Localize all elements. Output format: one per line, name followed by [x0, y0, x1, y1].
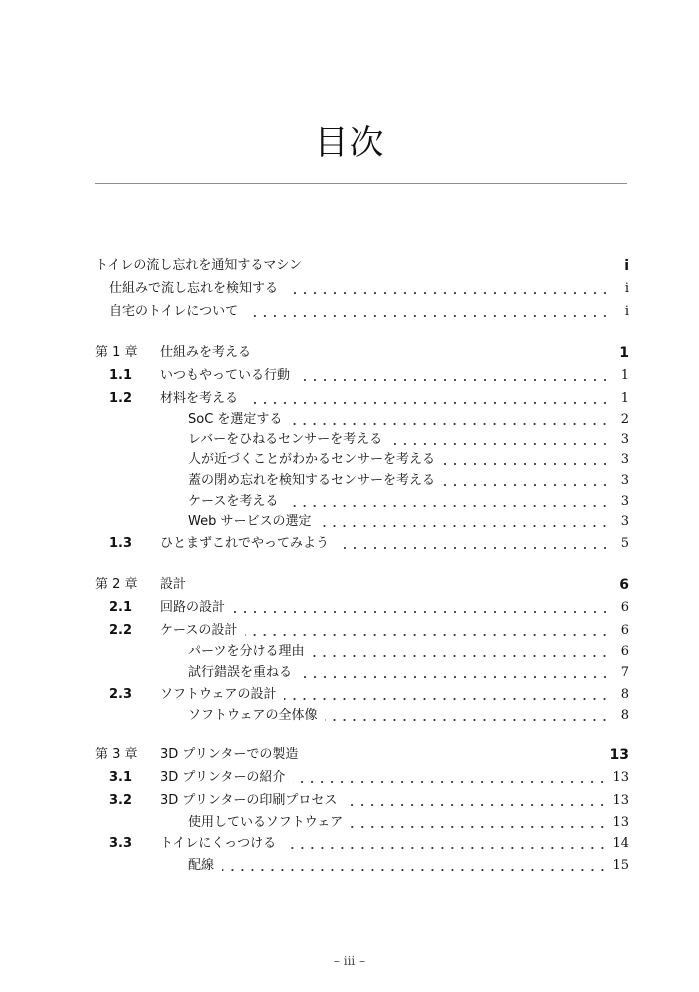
dot-leader: [351, 826, 607, 828]
toc-entry-sub[interactable]: [95, 426, 629, 448]
toc-entry-preface[interactable]: [95, 252, 629, 274]
toc-entry-pre-sub[interactable]: [95, 298, 629, 320]
toc-page-number: 1: [620, 368, 629, 383]
section-number: 3.2: [109, 793, 133, 808]
toc-entry-label: 材料を考える: [160, 391, 239, 406]
toc-page-number: 13: [609, 747, 629, 763]
toc-entry-label: 回路の設計: [160, 600, 226, 615]
dot-leader: [293, 781, 607, 783]
toc-entry-label: ソフトウェアの全体像: [188, 708, 318, 723]
toc-entry-section[interactable]: [95, 362, 629, 384]
dot-leader: [312, 655, 610, 657]
section-number: 2.1: [109, 600, 133, 615]
toc-entry-label: レバーをひねるセンサーを考える: [188, 432, 383, 447]
toc-page-number: 13: [612, 770, 629, 785]
toc-page-number: 2: [620, 412, 629, 427]
toc-entry-label: 蓋の閉め忘れを検知するセンサーを考える: [188, 473, 436, 488]
toc-entry-pre-sub[interactable]: [95, 275, 629, 297]
toc-page-number: 5: [620, 536, 629, 551]
dot-leader: [298, 379, 610, 381]
toc-entry-label: 3D プリンターの印刷プロセス: [160, 793, 338, 808]
toc-page-number: 14: [612, 836, 629, 851]
toc-entry-section[interactable]: [95, 830, 629, 852]
section-number: 3.1: [109, 770, 133, 785]
toc-page-number: 3: [620, 452, 629, 467]
section-number: 3.3: [109, 836, 133, 851]
toc-entry-section[interactable]: [95, 385, 629, 407]
toc-entry-label: 仕組みで流し忘れを検知する: [109, 281, 279, 296]
toc-entry-section[interactable]: [95, 530, 629, 552]
chapter-number: 第 3 章: [95, 747, 138, 762]
dot-leader: [443, 463, 610, 465]
toc-entry-label: 自宅のトイレについて: [109, 304, 239, 319]
toc-entry-label: パーツを分ける理由: [188, 644, 305, 659]
toc-entry-section[interactable]: [95, 787, 629, 809]
toc-entry-label: ケースの設計: [160, 623, 238, 638]
page-number: – iii –: [333, 954, 366, 968]
dot-leader: [284, 847, 607, 849]
toc-page-number: 6: [620, 644, 629, 659]
toc-page-number: 15: [612, 858, 629, 873]
toc-entry-label: SoC を選定する: [188, 412, 283, 427]
section-number: 2.2: [109, 623, 133, 638]
chapter-number: 第 1 章: [95, 345, 138, 360]
toc-entry-label: ケースを考える: [188, 494, 279, 509]
toc-entry-label: 3D プリンターでの製造: [160, 747, 299, 762]
toc-page-number: 8: [620, 708, 629, 723]
toc-page-number: 13: [612, 815, 629, 830]
toc-entry-sub[interactable]: [95, 638, 629, 660]
toc-entry-chapter[interactable]: [95, 741, 629, 763]
toc-entry-label: Web サービスの選定: [188, 514, 312, 529]
toc-entry-chapter[interactable]: [95, 571, 629, 593]
toc-page-number: 6: [620, 600, 629, 615]
toc-entry-section[interactable]: [95, 681, 629, 703]
dot-leader: [222, 869, 607, 871]
toc-entry-sub[interactable]: [95, 467, 629, 489]
dot-leader: [233, 611, 610, 613]
toc-entry-label: 人が近づくことがわかるセンサーを考える: [188, 452, 436, 467]
dot-leader: [319, 525, 610, 527]
toc-page-number: 1: [619, 345, 629, 361]
dot-leader: [286, 292, 610, 294]
toc-page-number: 8: [620, 687, 629, 702]
toc-entry-chapter[interactable]: [95, 339, 629, 361]
dot-leader: [284, 698, 610, 700]
toc-page-number: 6: [620, 623, 629, 638]
dot-leader: [345, 804, 607, 806]
toc-page-number: 13: [612, 793, 629, 808]
dot-leader: [443, 484, 610, 486]
dot-leader: [390, 443, 610, 445]
toc-entry-sub[interactable]: [95, 852, 629, 874]
dot-leader: [286, 505, 610, 507]
toc-entry-section[interactable]: [95, 617, 629, 639]
toc-entry-label: 試行錯誤を重ねる: [188, 665, 293, 680]
chapter-number: 第 2 章: [95, 577, 138, 592]
section-number: 1.2: [109, 391, 133, 406]
toc-entry-label: 仕組みを考える: [160, 345, 252, 360]
toc-page-number: 1: [620, 391, 629, 406]
toc-entry-sub[interactable]: [95, 702, 629, 724]
toc-page-number: 3: [620, 514, 629, 529]
toc-entry-sub[interactable]: [95, 446, 629, 468]
toc-page-number: i: [624, 258, 629, 274]
toc-entry-sub[interactable]: [95, 659, 629, 681]
toc-entry-label: 使用しているソフトウェア: [188, 815, 344, 830]
dot-leader: [290, 423, 610, 425]
section-number: 1.3: [109, 536, 133, 551]
dot-leader: [246, 402, 610, 404]
toc-page-number: 3: [620, 473, 629, 488]
toc-entry-label: トイレの流し忘れを通知するマシン: [95, 258, 303, 273]
toc-page-number: 3: [620, 494, 629, 509]
dot-leader: [325, 719, 610, 721]
toc-entry-label: いつもやっている行動: [160, 368, 291, 383]
toc-page-number: i: [624, 304, 629, 319]
toc-entry-label: 3D プリンターの紹介: [160, 770, 286, 785]
toc-entry-label: 配線: [188, 858, 215, 873]
toc-entry-label: 設計: [160, 577, 187, 592]
toc-entry-label: ソフトウェアの設計: [160, 687, 277, 702]
toc-page-number: 6: [619, 577, 629, 593]
toc-entry-sub[interactable]: [95, 508, 629, 530]
dot-leader: [245, 634, 610, 636]
toc-entry-section[interactable]: [95, 764, 629, 786]
toc-entry-section[interactable]: [95, 594, 629, 616]
toc-entry-label: トイレにくっつける: [160, 836, 277, 851]
toc-entry-sub[interactable]: [95, 406, 629, 428]
section-number: 2.3: [109, 687, 133, 702]
toc-entry-sub[interactable]: [95, 809, 629, 831]
toc-page-number: 3: [620, 432, 629, 447]
page-title: 目次: [314, 122, 385, 163]
dot-leader: [300, 676, 610, 678]
dot-leader: [246, 315, 610, 317]
toc-page-number: 7: [620, 665, 629, 680]
toc-page-number: i: [624, 281, 629, 296]
toc-entry-label: ひとまずこれでやってみよう: [160, 536, 330, 551]
dot-leader: [337, 547, 610, 549]
toc-entry-sub[interactable]: [95, 488, 629, 510]
section-number: 1.1: [109, 368, 133, 383]
